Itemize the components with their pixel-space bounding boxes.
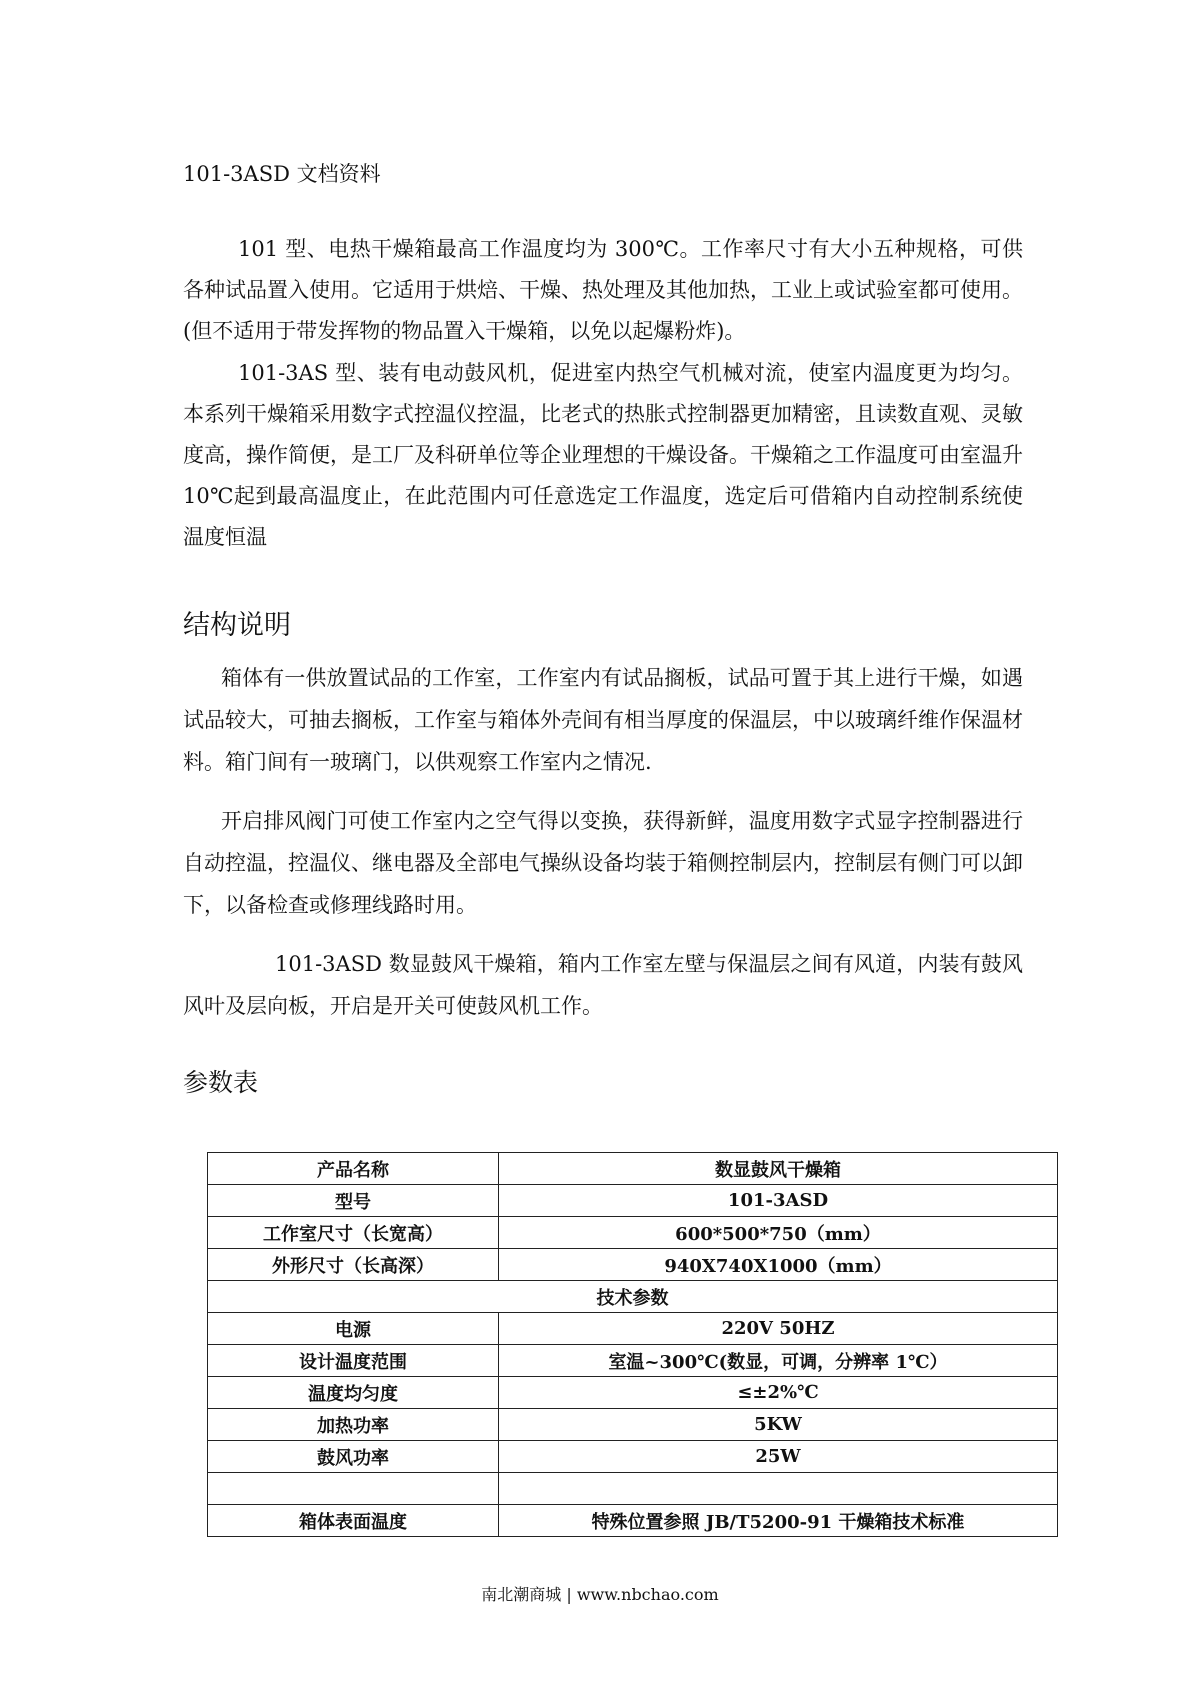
param-key — [208, 1473, 499, 1505]
param-value: 特殊位置参照 JB/T5200-91 干燥箱技术标准 — [499, 1505, 1058, 1537]
param-table-heading: 参数表 — [183, 1068, 259, 1097]
param-key: 型号 — [208, 1185, 499, 1217]
table-row — [208, 1153, 1058, 1185]
table-row — [208, 1249, 1058, 1281]
param-key: 产品名称 — [208, 1153, 499, 1185]
param-value: 940X740X1000（mm） — [499, 1249, 1058, 1281]
param-key: 鼓风功率 — [208, 1441, 499, 1473]
table-section-row — [208, 1281, 1058, 1313]
table-row — [208, 1185, 1058, 1217]
param-key: 外形尺寸（长高深） — [208, 1249, 499, 1281]
param-value: 600*500*750（mm） — [499, 1217, 1058, 1249]
table-row — [208, 1377, 1058, 1409]
param-value: 室温~300℃(数显，可调，分辨率 1℃） — [499, 1345, 1058, 1377]
param-value: 101-3ASD — [499, 1185, 1058, 1217]
table-row — [208, 1345, 1058, 1377]
param-key: 温度均匀度 — [208, 1377, 499, 1409]
param-value: 数显鼓风干燥箱 — [499, 1153, 1058, 1185]
param-key: 加热功率 — [208, 1409, 499, 1441]
param-key: 设计温度范围 — [208, 1345, 499, 1377]
param-value — [499, 1473, 1058, 1505]
table-row-empty — [208, 1473, 1058, 1505]
table-row — [208, 1409, 1058, 1441]
structure-paragraph-3: 101-3ASD 数显鼓风干燥箱，箱内工作室左壁与保温层之间有风道，内装有鼓风风叶及层向板，开启是开关可使鼓风机工作。 — [183, 952, 1023, 1018]
param-table — [207, 1152, 1058, 1537]
param-key: 工作室尺寸（长宽高） — [208, 1217, 499, 1249]
structure-paragraph-2: 开启排风阀门可使工作室内之空气得以变换，获得新鲜，温度用数字式显字控制器进行自动控温，控温仪、继电器及全部电气操纵设备均装于箱侧控制层内，控制层有侧门可以卸下，以备检查或修理线路时用。 — [183, 809, 1023, 917]
param-key: 电源 — [208, 1313, 499, 1345]
intro-paragraph-1: 101 型、电热干燥箱最高工作温度均为 300℃。工作率尺寸有大小五种规格，可供各种试品置入使用。它适用于烘焙、干燥、热处理及其他加热，工业上或试验室都可使用。(但不适用于带发挥物的物品置入干燥箱，以免以起爆粉炸)。 — [183, 237, 1023, 343]
structure-heading: 结构说明 — [183, 610, 291, 641]
table-row — [208, 1313, 1058, 1345]
footer-source: 南北潮商城 | www.nbchao.com — [481, 1585, 719, 1604]
document-title: 101-3ASD 文档资料 — [183, 162, 381, 186]
param-value: 25W — [499, 1441, 1058, 1473]
structure-paragraph-1: 箱体有一供放置试品的工作室，工作室内有试品搁板，试品可置于其上进行干燥，如遇试品较大，可抽去搁板，工作室与箱体外壳间有相当厚度的保温层，中以玻璃纤维作保温材料。箱门间有一玻璃门，以供观察工作室内之情况. — [183, 666, 1023, 774]
param-key: 箱体表面温度 — [208, 1505, 499, 1537]
param-value: 220V 50HZ — [499, 1313, 1058, 1345]
section-label: 技术参数 — [208, 1281, 1058, 1313]
intro-paragraph-2: 101-3AS 型、装有电动鼓风机，促进室内热空气机械对流，使室内温度更为均匀。本系列干燥箱采用数字式控温仪控温，比老式的热胀式控制器更加精密，且读数直观、灵敏度高，操作简便，是工厂及科研单位等企业理想的干燥设备。干燥箱之工作温度可由室温升 10℃起到最高温度止，在此范围内可任意选定工作温度，选定后可借箱内自动控制系统使温度恒温 — [183, 361, 1023, 549]
table-row — [208, 1441, 1058, 1473]
table-row — [208, 1505, 1058, 1537]
param-value: ≤±2%℃ — [499, 1377, 1058, 1409]
table-row — [208, 1217, 1058, 1249]
param-value: 5KW — [499, 1409, 1058, 1441]
